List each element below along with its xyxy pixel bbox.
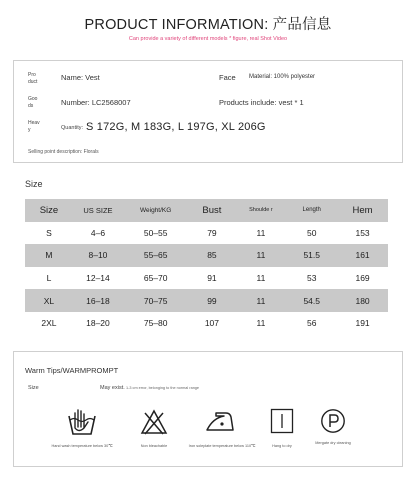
table-cell: 79 <box>207 227 217 238</box>
hand-wash-label: Hand wash temperature below 30℃ <box>51 444 113 448</box>
table-cell: 12–14 <box>86 273 110 284</box>
header-weight: Weight/KG <box>140 206 172 214</box>
heavy-label: Heav y <box>28 120 40 133</box>
table-cell: 2XL <box>41 318 57 329</box>
table-row <box>25 312 388 335</box>
header-size: Size <box>39 204 59 216</box>
product-number: Number: LC2568007 <box>61 98 131 107</box>
header-us-size: US SIZE <box>83 205 113 215</box>
table-cell: 65–70 <box>143 273 168 284</box>
quantity-label: Quantity: <box>61 125 84 131</box>
no-bleach-label: Non bleachable <box>140 444 168 448</box>
iron-label: Iron soleplate temperature below 110℃ <box>188 444 256 448</box>
warm-tips-box <box>13 351 403 467</box>
table-cell: 75–80 <box>143 318 168 329</box>
product-label: Pro duct <box>28 72 38 85</box>
table-cell: XL <box>43 295 55 306</box>
dry-clean-icon <box>320 408 346 434</box>
table-cell: M <box>45 250 53 261</box>
selling-point: Selling point description: Florals <box>28 149 99 155</box>
table-cell: 11 <box>256 227 266 238</box>
table-cell: 107 <box>204 318 220 329</box>
table-cell: 11 <box>256 273 266 284</box>
hand-wash-icon <box>66 408 98 438</box>
table-cell: 8–10 <box>88 250 108 261</box>
table-cell: 191 <box>355 318 370 329</box>
table-cell: 161 <box>355 250 370 261</box>
table-row <box>25 289 388 312</box>
table-cell: 70–75 <box>143 295 168 306</box>
table-cell: 169 <box>355 273 370 284</box>
size-table-header <box>25 199 388 222</box>
table-cell: 50–55 <box>143 227 168 238</box>
hang-dry-icon <box>270 408 294 434</box>
header-hem: Hem <box>352 204 373 216</box>
table-cell: L <box>46 273 52 284</box>
table-cell: 55–65 <box>143 250 168 261</box>
page-title: PRODUCT INFORMATION: 产品信息 <box>84 17 332 33</box>
table-row <box>25 267 388 290</box>
table-cell: 51.5 <box>303 250 320 261</box>
iron-icon <box>204 408 236 434</box>
material-value: Material: 100% polyester <box>249 74 316 80</box>
goods-label: Goo ds <box>28 96 38 109</box>
table-cell: 50 <box>307 227 317 238</box>
table-cell: 16–18 <box>86 295 110 306</box>
warm-size-label: Size <box>28 385 39 391</box>
header-bust: Bust <box>202 204 222 216</box>
hang-dry-label: Hang to dry <box>272 444 292 448</box>
products-include: Products include: vest * 1 <box>219 98 304 107</box>
table-cell: 53 <box>307 273 317 284</box>
table-cell: 11 <box>256 250 266 261</box>
table-cell: 99 <box>207 295 217 306</box>
warm-may-exist: May exist. <box>100 385 125 391</box>
product-info-box <box>13 60 403 163</box>
size-section-label: Size <box>25 179 43 189</box>
table-cell: 11 <box>256 318 266 329</box>
table-row <box>25 244 388 267</box>
table-row <box>25 222 388 245</box>
product-name: Name: Vest <box>61 73 100 82</box>
warm-tips-title: Warm Tips/WARMPROMPT <box>25 366 119 375</box>
table-cell: 4–6 <box>90 227 106 238</box>
table-cell: 11 <box>256 295 266 306</box>
table-cell: 180 <box>355 295 370 306</box>
table-cell: 91 <box>207 273 217 284</box>
table-cell: 85 <box>207 250 217 261</box>
warm-error-note: 1-3 cm error, belonging to the normal range <box>126 386 200 390</box>
page-subtitle: Can provide a variety of different models * figure, real Shot Video <box>128 36 288 42</box>
no-bleach-icon <box>140 408 168 436</box>
table-cell: 56 <box>307 318 317 329</box>
table-cell: 18–20 <box>86 318 110 329</box>
table-cell: S <box>46 227 52 238</box>
face-label: Face <box>219 73 236 82</box>
size-table <box>25 199 388 335</box>
table-cell: 54.5 <box>303 295 320 306</box>
table-cell: 153 <box>355 227 370 238</box>
quantity-value: S 172G, M 183G, L 197G, XL 206G <box>86 121 266 133</box>
header-length: Length <box>302 207 321 214</box>
header-shoulder: Shoulde r <box>249 207 273 214</box>
dry-clean-label: Mergate dry cleaning <box>315 441 351 445</box>
